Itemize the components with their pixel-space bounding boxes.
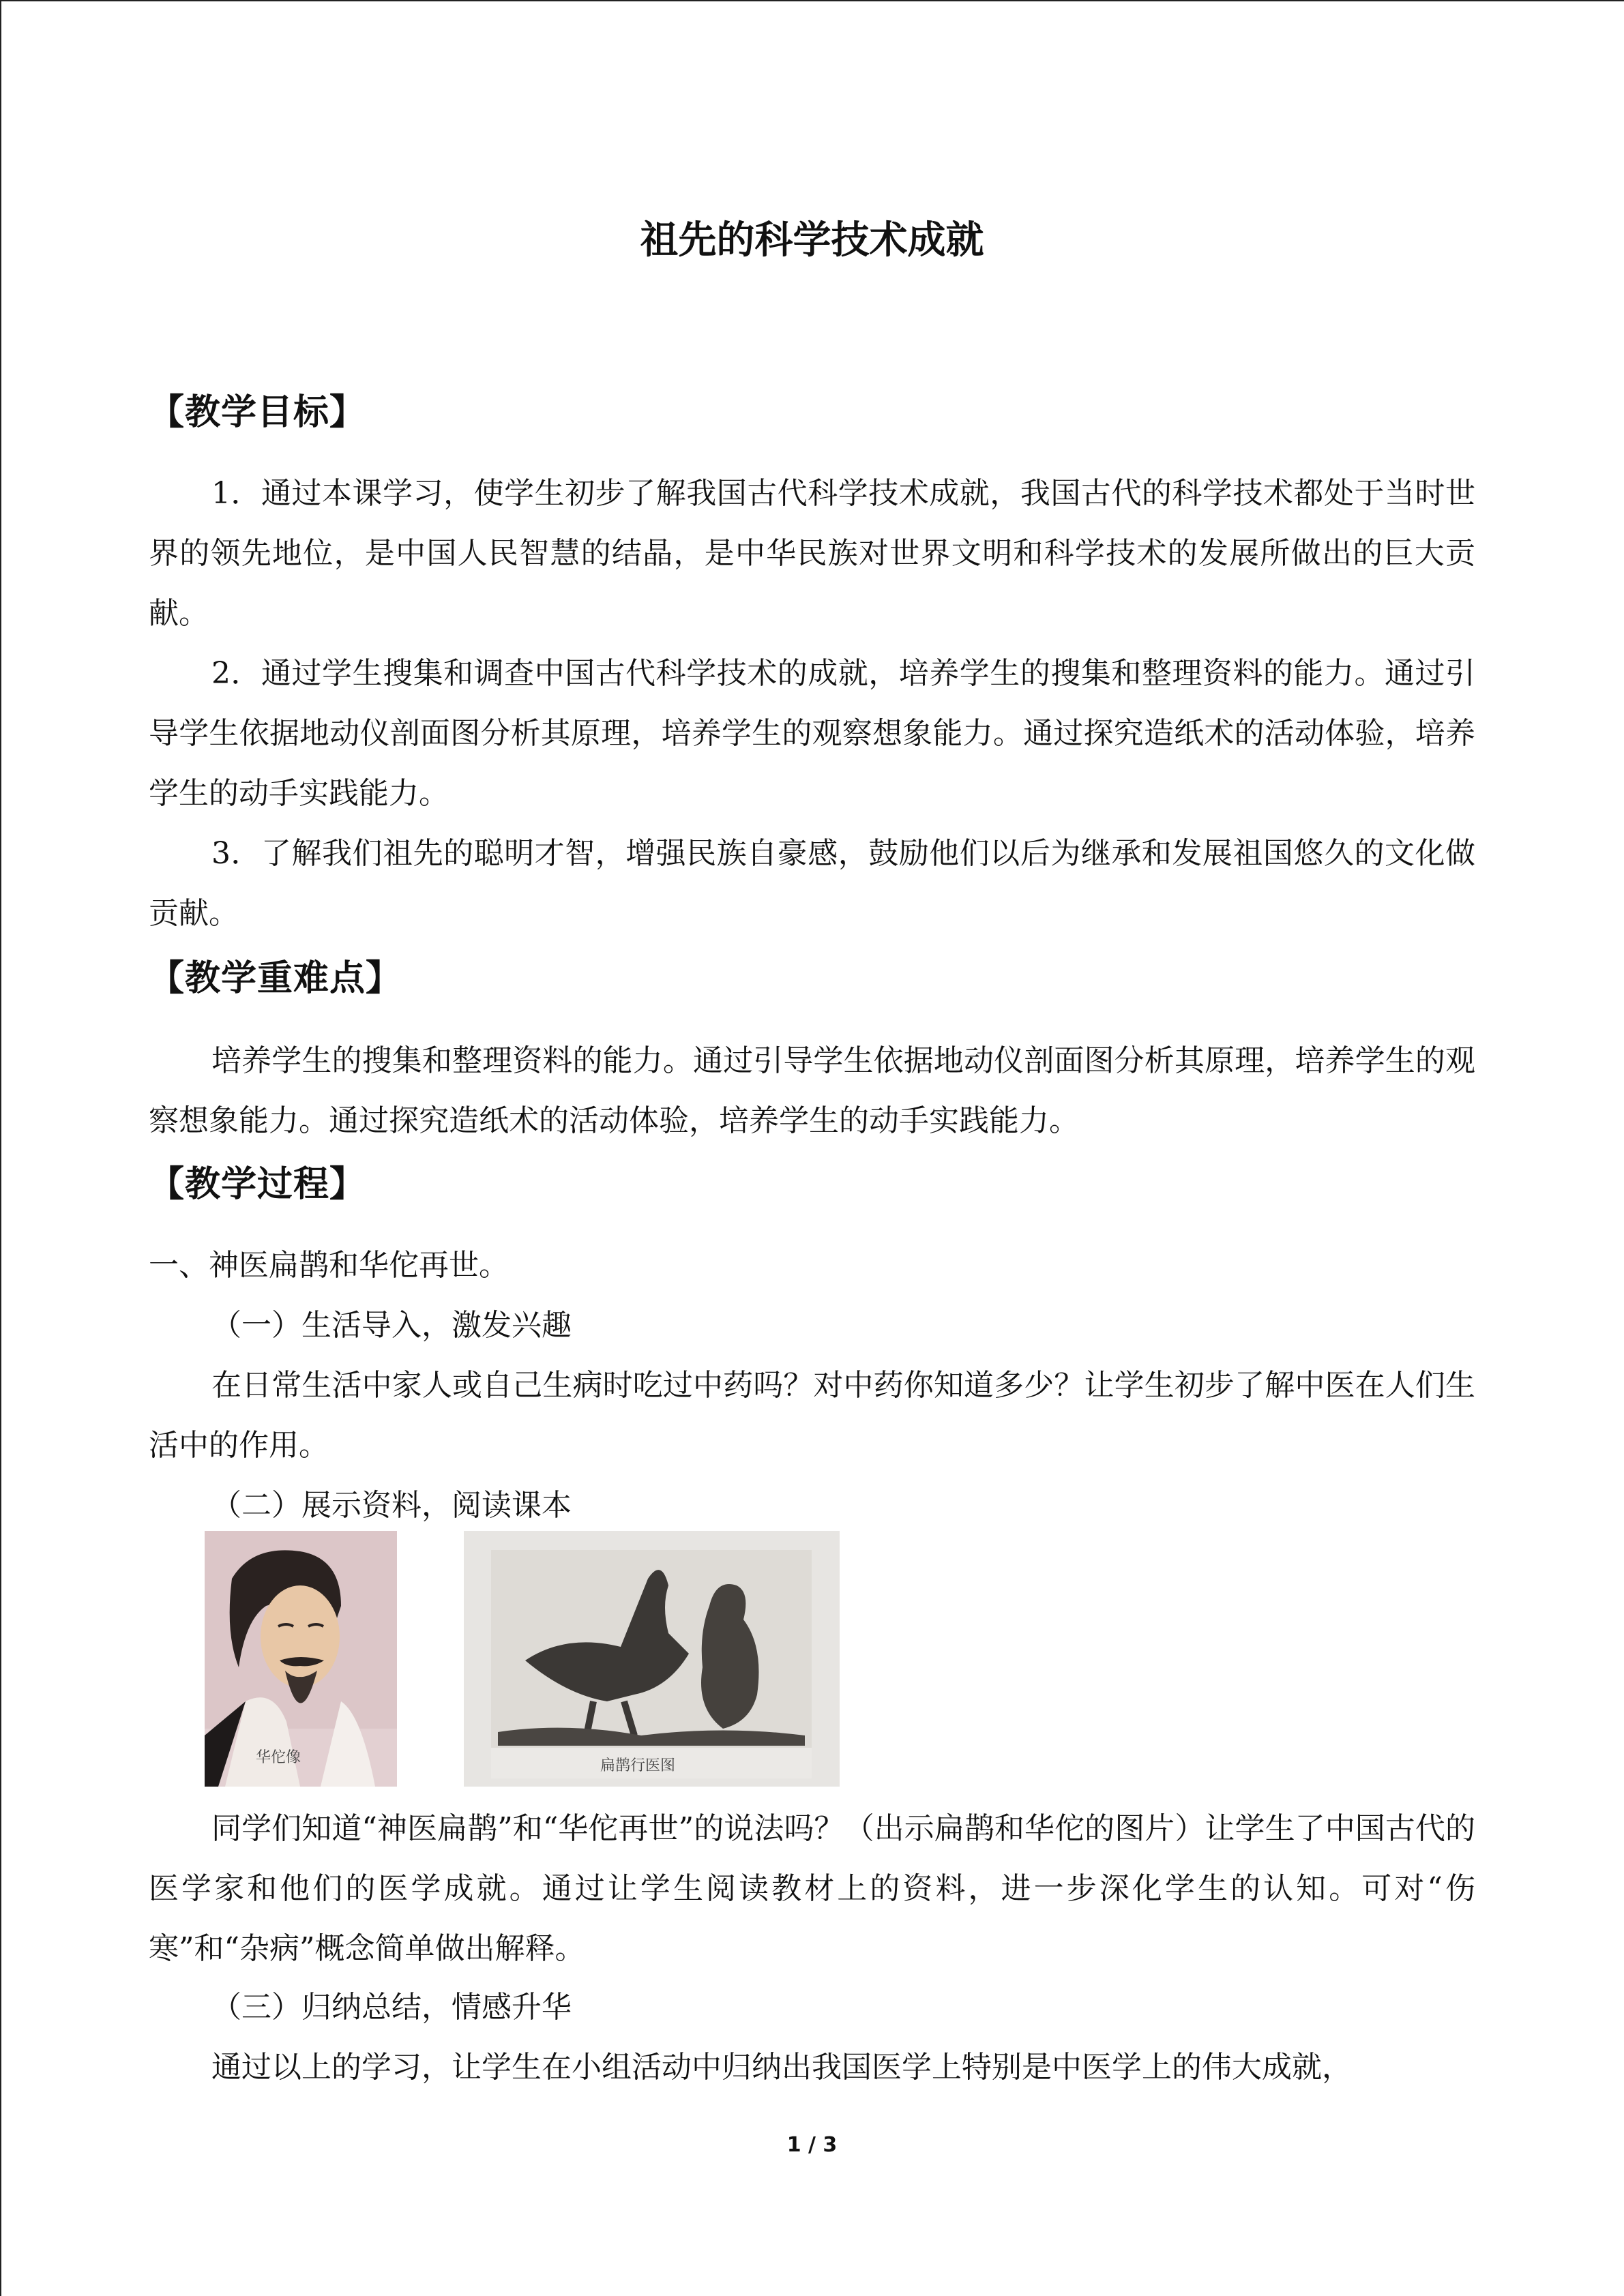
process-heading: 【教学过程】 bbox=[149, 1164, 366, 1205]
goals-heading: 【教学目标】 bbox=[149, 392, 366, 433]
hua-tuo-portrait-image bbox=[205, 1531, 397, 1787]
goal-paragraph-3: 3．了解我们祖先的聪明才智，增强民族自豪感，鼓励他们以后为继承和发展祖国悠久的文化做贡献。 bbox=[149, 836, 1475, 931]
step3-paragraph: 通过以上的学习，让学生在小组活动中归纳出我国医学上特别是中医学上的伟大成就， bbox=[211, 2050, 1352, 2085]
step2-paragraph: 同学们知道“神医扁鹊”和“华佗再世”的说法吗？（出示扁鹊和华佗的图片）让学生了中国古代的医学家和他们的医学成就。通过让学生阅读教材上的资料，进一步深化学生的认知。可对“伤寒”和“杂病”概念简单做出解释。 bbox=[149, 1811, 1475, 1966]
part1-title: 一、神医扁鹊和华佗再世。 bbox=[149, 1248, 509, 1283]
bian-que-relief-drawing bbox=[464, 1531, 840, 1787]
key-points-paragraph: 培养学生的搜集和整理资料的能力。通过引导学生依据地动仪剖面图分析其原理，培养学生的观察想象能力。通过探究造纸术的活动体验，培养学生的动手实践能力。 bbox=[149, 1043, 1475, 1138]
key-points-heading: 【教学重难点】 bbox=[149, 958, 402, 999]
bian-que-relief-image bbox=[464, 1531, 840, 1787]
goal-paragraph-2: 2．通过学生搜集和调查中国古代科学技术的成就，培养学生的搜集和整理资料的能力。通过引导学生依据地动仪剖面图分析其原理，培养学生的观察想象能力。通过探究造纸术的活动体验，培养学生的动手实践能力。 bbox=[149, 656, 1475, 811]
step3-title: （三）归纳总结，情感升华 bbox=[211, 1990, 572, 2025]
step1-title: （一）生活导入，激发兴趣 bbox=[211, 1308, 572, 1343]
step2-title: （二）展示资料，阅读课本 bbox=[211, 1488, 572, 1523]
goal-paragraph-1: 1．通过本课学习，使学生初步了解我国古代科学技术成就，我国古代的科学技术都处于当时世界的领先地位，是中国人民智慧的结晶，是中华民族对世界文明和科学技术的发展所做出的巨大贡献。 bbox=[149, 476, 1475, 631]
page-number: 1 / 3 bbox=[786, 2133, 838, 2157]
step1-paragraph: 在日常生活中家人或自己生病时吃过中药吗？对中药你知道多少？让学生初步了解中医在人们生活中的作用。 bbox=[149, 1368, 1475, 1463]
document-title: 祖先的科学技术成就 bbox=[640, 218, 984, 263]
bian-que-relief-caption: 扁鹊行医图 bbox=[600, 1757, 676, 1774]
hua-tuo-portrait-caption: 华佗像 bbox=[256, 1749, 301, 1766]
